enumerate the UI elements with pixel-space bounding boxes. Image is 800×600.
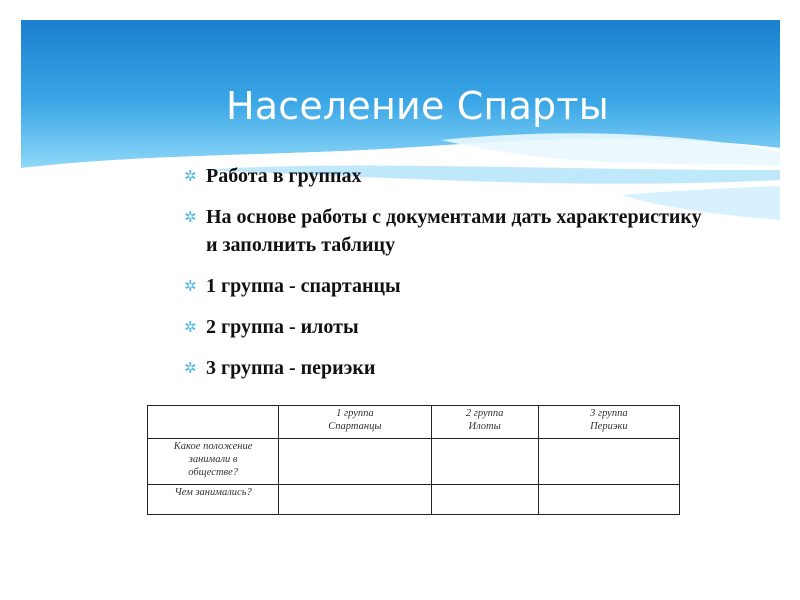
question-cell: Какое положение занимали в обществе? <box>148 439 279 485</box>
table-row <box>148 439 680 485</box>
answer-cell[interactable] <box>431 485 538 515</box>
bullet-item <box>184 272 704 300</box>
slide-title: Население Спарты <box>226 84 609 128</box>
answer-cell[interactable] <box>538 439 679 485</box>
answer-cell[interactable] <box>431 439 538 485</box>
header-group-3: 3 группа Периэки <box>538 406 679 439</box>
bullet-text: 3 группа - периэки <box>206 357 376 379</box>
star-bullet-icon: ✲ <box>184 167 197 185</box>
bullet-text: Работа в группах <box>206 165 362 187</box>
answer-cell[interactable] <box>538 485 679 515</box>
bullet-list <box>184 162 704 395</box>
bullet-text: 2 группа - илоты <box>206 316 359 338</box>
bullet-item <box>184 203 704 259</box>
star-bullet-icon: ✲ <box>184 359 197 377</box>
star-bullet-icon: ✲ <box>184 277 197 295</box>
table-header-row <box>148 406 680 439</box>
bullet-item <box>184 313 704 341</box>
question-cell: Чем занимались? <box>148 485 279 515</box>
header-corner-cell <box>148 406 279 439</box>
star-bullet-icon: ✲ <box>184 208 197 226</box>
groups-table <box>147 405 680 515</box>
answer-cell[interactable] <box>279 485 431 515</box>
bullet-text: На основе работы с документами дать характеристику и заполнить таблицу <box>206 206 702 256</box>
star-bullet-icon: ✲ <box>184 318 197 336</box>
bullet-item <box>184 354 704 382</box>
header-group-2: 2 группа Илоты <box>431 406 538 439</box>
answer-cell[interactable] <box>279 439 431 485</box>
bullet-text: 1 группа - спартанцы <box>206 275 401 297</box>
bullet-item <box>184 162 704 190</box>
table-row <box>148 485 680 515</box>
header-group-1: 1 группа Спартанцы <box>279 406 431 439</box>
